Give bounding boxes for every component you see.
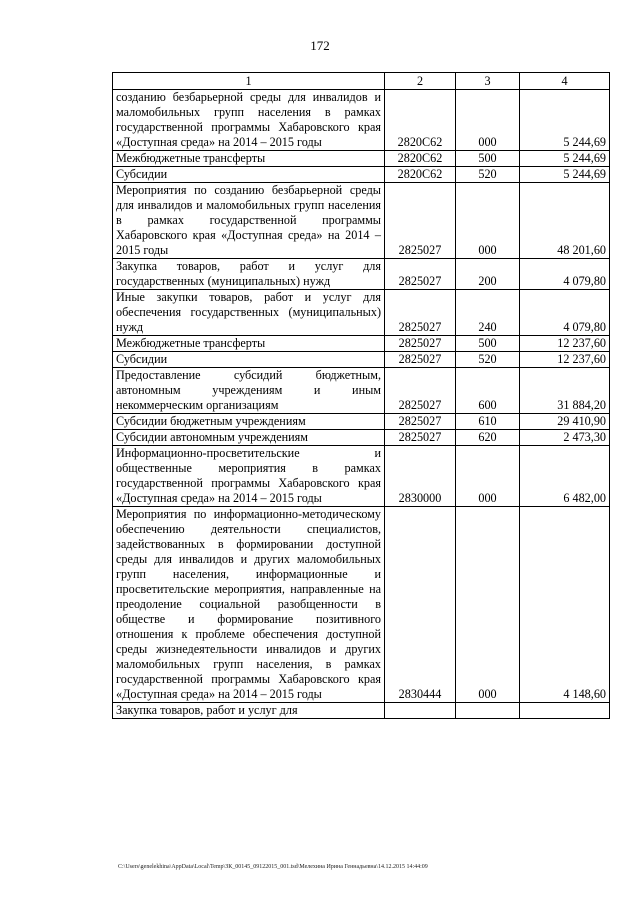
- row-name: созданию безбарьерной среды для инвалидов и маломобильных групп населения в рамках государственной программы Хабаровского края «Доступная среда» на 2014 – 2015 годы: [113, 90, 385, 151]
- row-amount: 12 237,60: [520, 336, 610, 352]
- row-code: 2830000: [385, 446, 456, 507]
- row-type: 500: [456, 151, 520, 167]
- row-amount: 5 244,69: [520, 167, 610, 183]
- file-path-footer: C:\Users\genelekhina\AppData\Local\Temp\ЗК_00145_09122015_001.tsd\Мелехина Ирина Геннадьевна\14.12.2015 14:44:09: [118, 864, 428, 870]
- row-name: Закупка товаров, работ и услуг для государственных (муниципальных) нужд: [113, 259, 385, 290]
- row-code: 2825027: [385, 183, 456, 259]
- row-name: Мероприятия по информационно-методическому обеспечению деятельности специалистов, задействованных в формировании доступной среды для инвалидов и других маломобильных групп населения, информационные и просветительские мероприятия, направленные на преодоление социальной разобщенности в обществе и формирование позитивного отношения к проблеме обеспечения доступной среды жизнедеятельности инвалидов и других маломобильных групп населения, в рамках государственной программы Хабаровского края «Доступная среда» на 2014 – 2015 годы: [113, 507, 385, 703]
- row-code: [385, 703, 456, 719]
- row-amount: 4 079,80: [520, 290, 610, 336]
- table-row: [113, 336, 610, 352]
- table-row: [113, 703, 610, 719]
- table-row: [113, 430, 610, 446]
- column-header-amount: 4: [520, 73, 610, 90]
- row-name: Субсидии бюджетным учреждениям: [113, 414, 385, 430]
- row-code: 2825027: [385, 290, 456, 336]
- table-row: [113, 507, 610, 703]
- row-name: Межбюджетные трансферты: [113, 151, 385, 167]
- row-amount: 5 244,69: [520, 90, 610, 151]
- column-header-name: 1: [113, 73, 385, 90]
- row-name: Субсидии: [113, 352, 385, 368]
- row-amount: 48 201,60: [520, 183, 610, 259]
- table-row: [113, 368, 610, 414]
- table-header-row: [113, 73, 610, 90]
- row-name: Мероприятия по созданию безбарьерной среды для инвалидов и маломобильных групп населения в рамках государственной программы Хабаровского края «Доступная среда» на 2014 – 2015 годы: [113, 183, 385, 259]
- row-code: 2820С62: [385, 167, 456, 183]
- row-type: 200: [456, 259, 520, 290]
- row-name: Межбюджетные трансферты: [113, 336, 385, 352]
- row-code: 2825027: [385, 336, 456, 352]
- row-code: 2825027: [385, 430, 456, 446]
- table-row: [113, 414, 610, 430]
- row-name: Закупка товаров, работ и услуг для: [113, 703, 385, 719]
- column-header-code: 2: [385, 73, 456, 90]
- row-type: 000: [456, 183, 520, 259]
- row-code: 2820С62: [385, 151, 456, 167]
- row-amount: 4 079,80: [520, 259, 610, 290]
- row-code: 2825027: [385, 352, 456, 368]
- table-row: [113, 352, 610, 368]
- table-row: [113, 151, 610, 167]
- row-name: Субсидии автономным учреждениям: [113, 430, 385, 446]
- table-row: [113, 167, 610, 183]
- table-row: [113, 183, 610, 259]
- row-amount: 6 482,00: [520, 446, 610, 507]
- row-code: 2825027: [385, 414, 456, 430]
- row-type: 620: [456, 430, 520, 446]
- table-row: [113, 446, 610, 507]
- row-type: 500: [456, 336, 520, 352]
- row-code: 2830444: [385, 507, 456, 703]
- row-type: 240: [456, 290, 520, 336]
- row-type: 610: [456, 414, 520, 430]
- row-type: 000: [456, 507, 520, 703]
- row-amount: [520, 703, 610, 719]
- row-amount: 12 237,60: [520, 352, 610, 368]
- row-type: 600: [456, 368, 520, 414]
- row-type: 000: [456, 446, 520, 507]
- row-type: [456, 703, 520, 719]
- row-type: 520: [456, 352, 520, 368]
- row-amount: 31 884,20: [520, 368, 610, 414]
- row-code: 2825027: [385, 368, 456, 414]
- row-code: 2820С62: [385, 90, 456, 151]
- row-name: Предоставление субсидий бюджетным, автономным учреждениям и иным некоммерческим организациям: [113, 368, 385, 414]
- row-amount: 4 148,60: [520, 507, 610, 703]
- row-name: Субсидии: [113, 167, 385, 183]
- table-row: [113, 90, 610, 151]
- row-name: Информационно-просветительские и общественные мероприятия в рамках государственной программы Хабаровского края «Доступная среда» на 2014 – 2015 годы: [113, 446, 385, 507]
- table-row: [113, 290, 610, 336]
- page-number: 172: [310, 38, 330, 53]
- row-amount: 2 473,30: [520, 430, 610, 446]
- row-code: 2825027: [385, 259, 456, 290]
- row-type: 000: [456, 90, 520, 151]
- row-type: 520: [456, 167, 520, 183]
- table-row: [113, 259, 610, 290]
- column-header-type: 3: [456, 73, 520, 90]
- row-amount: 29 410,90: [520, 414, 610, 430]
- row-name: Иные закупки товаров, работ и услуг для обеспечения государственных (муниципальных) нужд: [113, 290, 385, 336]
- row-amount: 5 244,69: [520, 151, 610, 167]
- budget-table: [112, 72, 610, 719]
